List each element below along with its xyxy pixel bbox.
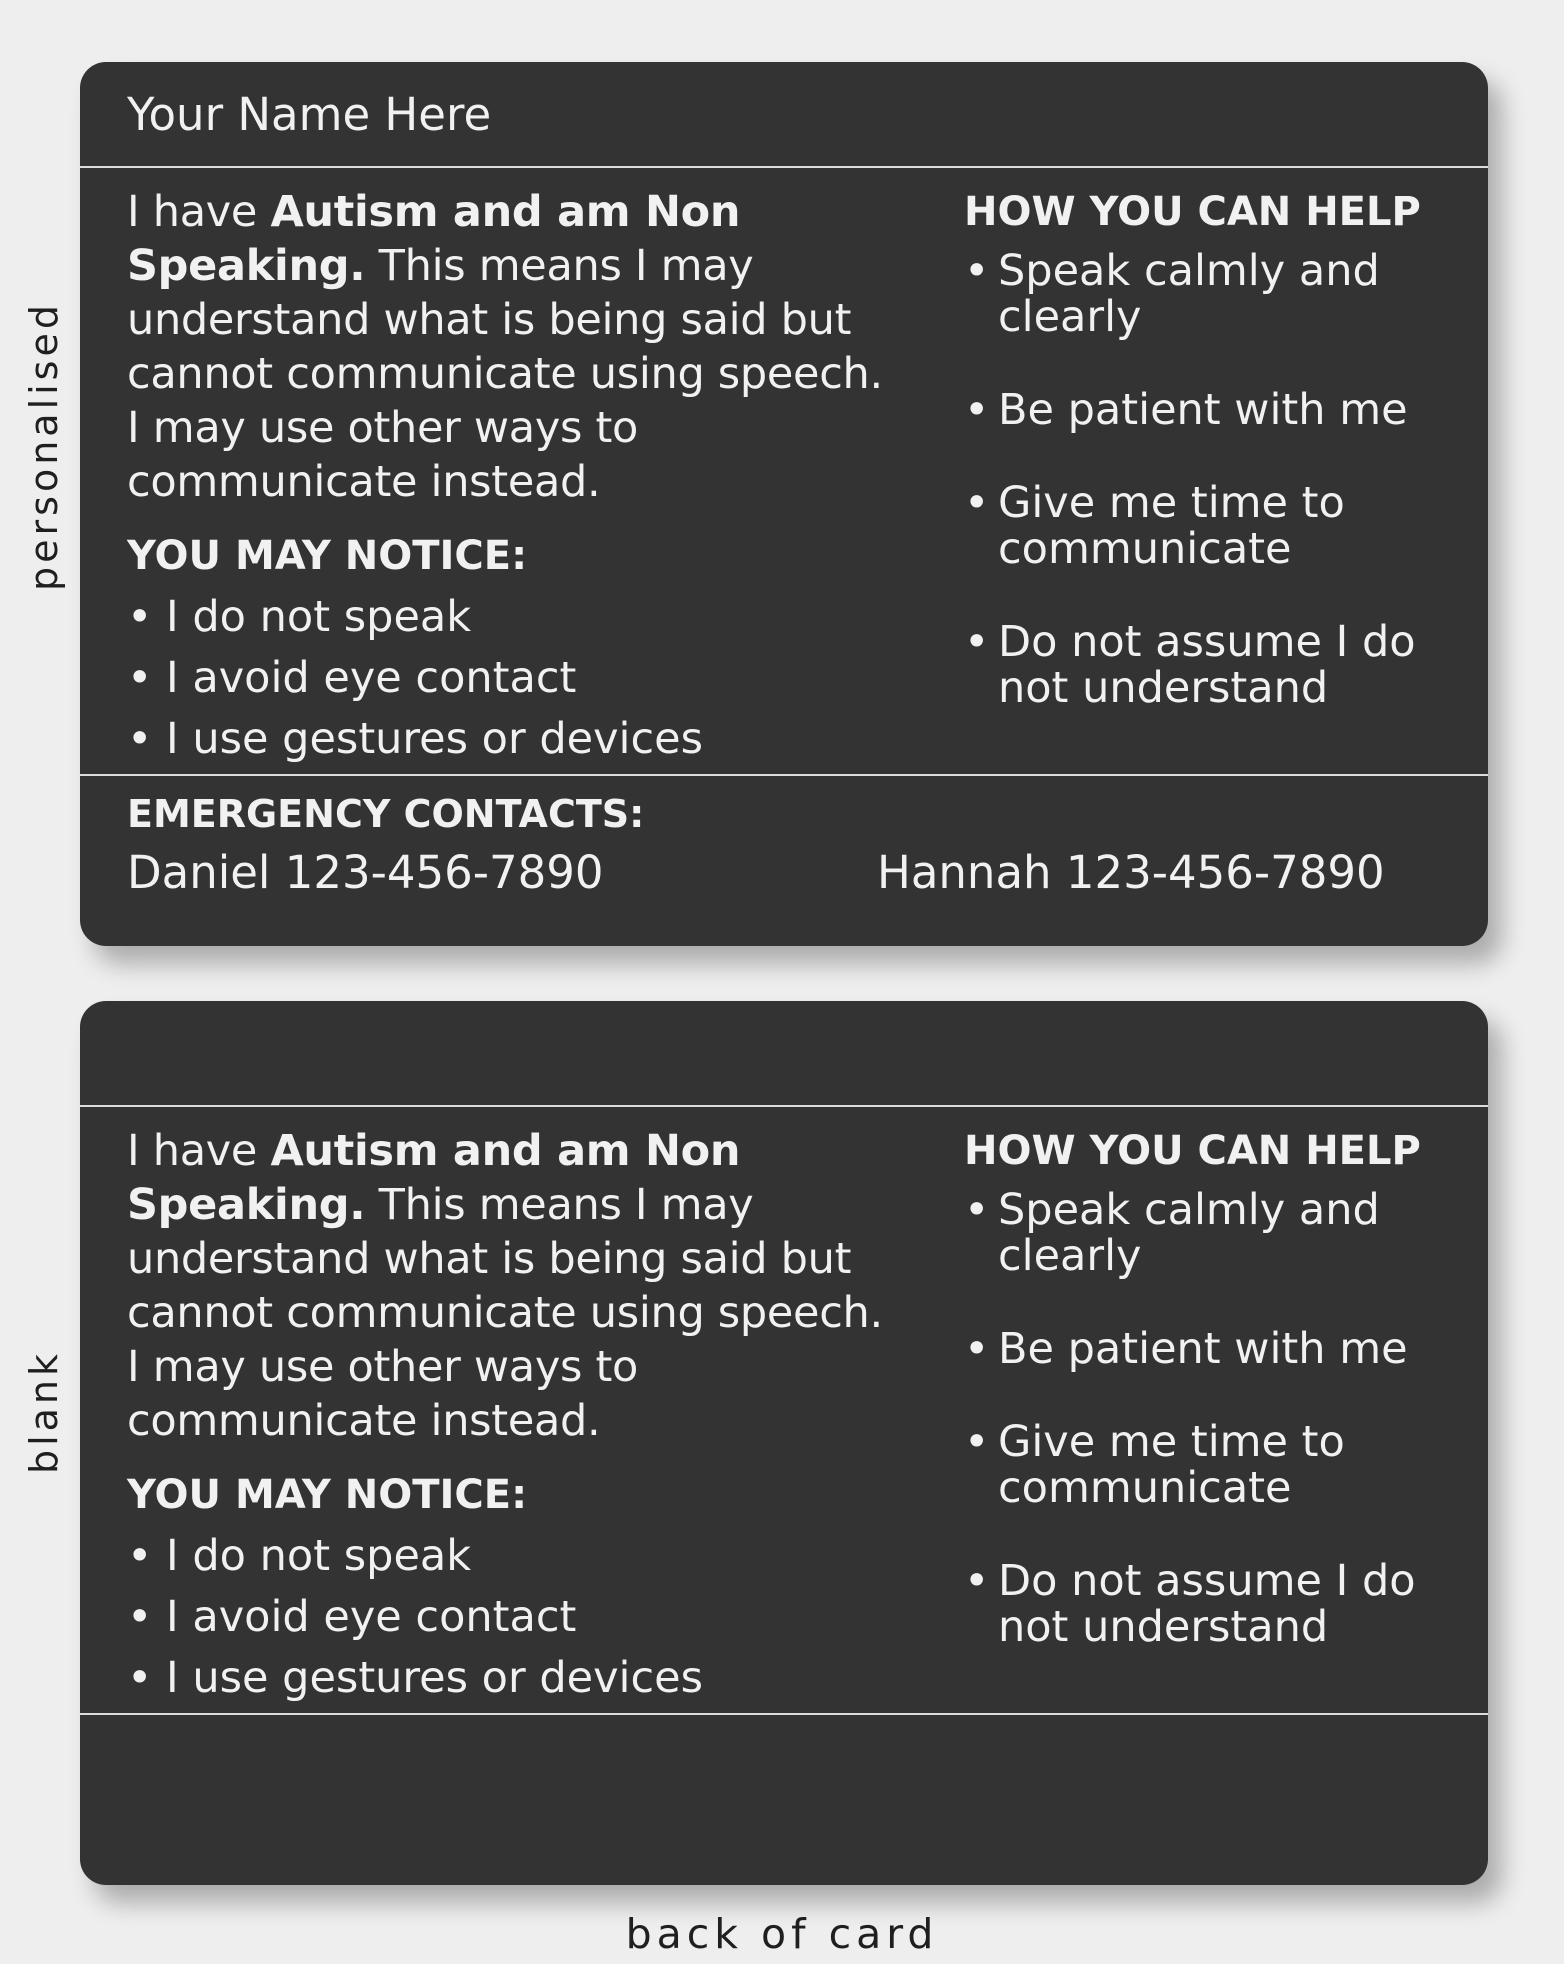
notice-item: • I use gestures or devices [127,1653,703,1703]
emergency-contact-2: Hannah 123-456-7890 [877,846,1385,899]
intro-bold: Autism and am Non Speaking. [127,1126,741,1230]
personalised-label: personalised [22,301,66,591]
help-item: • Be patient with me [964,387,1469,433]
emergency-contact-1: Daniel 123-456-7890 [127,846,604,899]
notice-item: • I do not speak [127,1531,472,1581]
help-item: • Do not assume I do not understand [964,1558,1469,1650]
notice-item: • I avoid eye contact [127,653,577,703]
help-column [964,186,1469,758]
emergency-contacts-section-blank [80,1713,1488,1885]
intro-rest: This means I may understand what is being said but cannot communicate using speech. I may use other ways to communicate instead. [127,241,883,507]
help-item: • Do not assume I do not understand [964,619,1469,711]
intro-prefix: I have [127,187,271,237]
blank-label: blank [22,1349,66,1475]
intro-rest: This means I may understand what is being said but cannot communicate using speech. I may use other ways to communicate instead. [127,1180,883,1446]
card-intro [127,185,887,509]
card-header [80,62,1488,168]
personalised-card [80,62,1488,946]
help-item: • Be patient with me [964,1326,1469,1372]
card-intro [127,1124,887,1448]
back-of-card-caption: back of card [625,1910,939,1958]
card-header-blank [80,1001,1488,1107]
help-item: • Speak calmly and clearly [964,1187,1469,1279]
notice-item: • I do not speak [127,592,472,642]
blank-card [80,1001,1488,1885]
intro-prefix: I have [127,1126,271,1176]
help-list [964,248,1469,711]
emergency-contacts-section [80,774,1488,946]
notice-title: YOU MAY NOTICE: [127,1472,528,1518]
card-name: Your Name Here [127,88,492,141]
help-item: • Give me time to communicate [964,1419,1469,1511]
help-column [964,1125,1469,1697]
card-description-column [127,1124,887,1709]
help-title: HOW YOU CAN HELP [964,189,1421,235]
notice-item: • I avoid eye contact [127,1592,577,1642]
help-list [964,1187,1469,1650]
notice-list [127,587,887,770]
help-title: HOW YOU CAN HELP [964,1128,1421,1174]
help-item: • Speak calmly and clearly [964,248,1469,340]
notice-list [127,1526,887,1709]
help-item: • Give me time to communicate [964,480,1469,572]
notice-item: • I use gestures or devices [127,714,703,764]
card-description-column [127,185,887,770]
intro-bold: Autism and am Non Speaking. [127,187,741,291]
emergency-title: EMERGENCY CONTACTS: [127,792,645,836]
notice-title: YOU MAY NOTICE: [127,533,528,579]
